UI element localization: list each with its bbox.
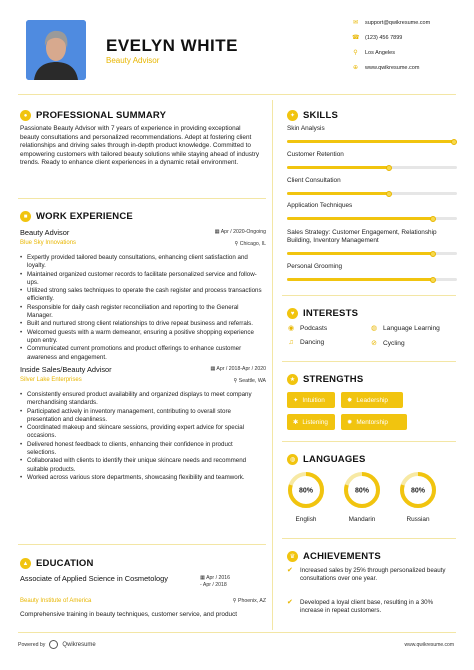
job-title: Inside Sales/Beauty Advisor bbox=[20, 365, 112, 374]
briefcase-icon: ■ bbox=[20, 211, 31, 222]
job-location: ⚲ Seattle, WA bbox=[233, 378, 266, 384]
star-icon: ★ bbox=[287, 374, 298, 385]
language-gauge bbox=[399, 471, 437, 509]
language-label: Russian bbox=[406, 516, 430, 523]
strength-label: Leadership bbox=[356, 396, 388, 404]
intuition-icon: ✦ bbox=[293, 397, 299, 404]
lightbulb-icon: ✦ bbox=[287, 110, 298, 121]
trophy-icon: ♛ bbox=[287, 551, 298, 562]
heart-icon: ♥ bbox=[287, 308, 298, 319]
language-gauge bbox=[343, 471, 381, 509]
language-label: English bbox=[295, 516, 317, 523]
qwikresume-logo-icon bbox=[49, 640, 58, 649]
brand-name: Qwikresume bbox=[62, 641, 96, 648]
skill-bar-knob bbox=[386, 191, 392, 197]
languages-heading bbox=[287, 454, 366, 465]
header-divider bbox=[18, 94, 456, 95]
contact-website[interactable] bbox=[352, 64, 419, 71]
skills-heading bbox=[287, 110, 338, 121]
skill-bar-knob bbox=[451, 139, 457, 145]
contact-location bbox=[352, 49, 395, 56]
skill-bar-knob bbox=[430, 251, 436, 257]
checkmark-icon: ✔ bbox=[287, 599, 293, 606]
strength-label: Listening bbox=[302, 418, 328, 426]
achievement-item bbox=[287, 567, 457, 583]
list-item: • Coordinated makeup and skincare sessions, providing expert advice for special occasions. bbox=[20, 424, 262, 441]
list-item: • Delivered honest feedback to clients, enhancing their confidence in product selections. bbox=[20, 441, 262, 458]
list-item: • Utilized strong sales techniques to operate the cash register and process transactions efficiently. bbox=[20, 287, 262, 304]
company-name: Blue Sky Innovations bbox=[20, 240, 77, 246]
strength-label: Mentorship bbox=[356, 418, 388, 426]
job-bullets bbox=[20, 391, 262, 482]
job-title: Beauty Advisor bbox=[20, 228, 70, 237]
location-icon: ⚲ bbox=[234, 241, 240, 247]
job-bullets bbox=[20, 254, 262, 362]
skill-label: Application Techniques bbox=[287, 202, 353, 209]
language-icon: ◍ bbox=[287, 454, 298, 465]
skill-bar bbox=[287, 217, 457, 220]
skill-bar-fill bbox=[287, 278, 433, 281]
summary-heading bbox=[20, 110, 166, 121]
location-icon: ⚲ bbox=[233, 378, 239, 384]
divider bbox=[18, 544, 266, 545]
language-percent: 80% bbox=[354, 487, 370, 495]
skill-label: Skin Analysis bbox=[287, 125, 325, 132]
interest-label: Cycling bbox=[383, 339, 405, 347]
contact-phone[interactable] bbox=[352, 34, 402, 41]
skill-bar-fill bbox=[287, 166, 389, 169]
section-title: WORK EXPERIENCE bbox=[36, 211, 133, 222]
profile-photo bbox=[26, 20, 86, 80]
summary-text: Passionate Beauty Advisor with 7 years of experience in providing exceptional beauty consultations and personalized recommendations. Adept at fostering client relationships and driving sales through in-depth product knowledge. Committed to empowering customers with tailored beauty solutions while staying ahead of industry trends. Ready to enhance client experiences in a dynamic retail environment. bbox=[20, 125, 260, 167]
contact-email[interactable] bbox=[352, 19, 430, 26]
list-item: • Participated actively in inventory management, contributing to overall store presentation and cleanliness. bbox=[20, 408, 262, 425]
job-dates: ▦ Apr / 2018-Apr / 2020 bbox=[210, 366, 266, 372]
section-title: ACHIEVEMENTS bbox=[303, 551, 381, 562]
skill-bar-fill bbox=[287, 217, 433, 220]
skill-bar-knob bbox=[430, 277, 436, 283]
graduation-cap-icon: ▲ bbox=[20, 558, 31, 569]
web-icon: ⊕ bbox=[352, 65, 359, 71]
skill-label: Customer Retention bbox=[287, 151, 344, 158]
school-name: Beauty Institute of America bbox=[20, 598, 92, 604]
list-item: • Collaborated with clients to identify their unique skincare needs and recommend suitable products. bbox=[20, 457, 262, 474]
powered-by[interactable] bbox=[18, 640, 96, 649]
footer-url[interactable]: www.qwikresume.com bbox=[404, 642, 454, 648]
listening-icon: ✱ bbox=[293, 419, 299, 426]
section-title: EDUCATION bbox=[36, 558, 94, 569]
contact-text: Los Angeles bbox=[365, 49, 395, 56]
strength-label: Intuition bbox=[302, 396, 325, 404]
calendar-icon: ▦ bbox=[214, 229, 221, 235]
list-item: • Built and nurtured strong client relationships to drive repeat business and referrals. bbox=[20, 320, 262, 328]
skill-label: Client Consultation bbox=[287, 177, 341, 184]
list-item: • Welcomed guests with a warm demeanor, ensuring a positive shopping experience upon entry. bbox=[20, 329, 262, 346]
list-item: • Worked across various store departments, showcasing flexibility and teamwork. bbox=[20, 474, 262, 482]
interests-heading bbox=[287, 308, 358, 319]
email-icon: ✉ bbox=[352, 20, 359, 26]
globe-icon: ◍ bbox=[370, 325, 378, 332]
strength-tag bbox=[341, 392, 403, 408]
language-percent: 80% bbox=[298, 487, 314, 495]
job-dates: ▦ Apr / 2020-Ongoing bbox=[214, 229, 266, 235]
achievements-heading bbox=[287, 551, 381, 562]
candidate-name: EVELYN WHITE bbox=[106, 36, 238, 55]
checkmark-icon: ✔ bbox=[287, 567, 293, 574]
interest-label: Podcasts bbox=[300, 324, 328, 332]
skill-bar-knob bbox=[430, 216, 436, 222]
contact-text: www.qwikresume.com bbox=[365, 64, 420, 71]
achievement-text: Increased sales by 25% through personalized beauty consultations over one year. bbox=[300, 567, 446, 582]
mentorship-icon: ✹ bbox=[347, 419, 353, 426]
interest-item bbox=[370, 324, 440, 332]
divider bbox=[282, 295, 456, 296]
footer-divider bbox=[18, 632, 456, 633]
language-gauge bbox=[287, 471, 325, 509]
divider bbox=[18, 198, 266, 199]
list-item: • Communicated current promotions and product offerings to enhance customer awareness and engagement. bbox=[20, 345, 262, 362]
podcast-icon: ◉ bbox=[287, 325, 295, 332]
strength-tag bbox=[287, 414, 335, 430]
achievement-item bbox=[287, 599, 457, 615]
list-item: • Responsible for daily cash register reconciliation and reporting to the General Manager. bbox=[20, 304, 262, 321]
education-dates: ▦ Apr / 2016 - Apr / 2018 bbox=[200, 575, 230, 588]
strengths-heading bbox=[287, 374, 363, 385]
interest-item bbox=[287, 324, 327, 332]
skill-bar bbox=[287, 252, 457, 255]
calendar-icon: ▦ bbox=[210, 366, 217, 372]
interest-item bbox=[370, 339, 405, 347]
education-heading bbox=[20, 558, 94, 569]
section-title: SKILLS bbox=[303, 110, 338, 121]
divider bbox=[282, 538, 456, 539]
skill-bar-fill bbox=[287, 140, 454, 143]
section-title: PROFESSIONAL SUMMARY bbox=[36, 110, 167, 121]
skill-bar-fill bbox=[287, 192, 389, 195]
skill-label: Personal Grooming bbox=[287, 263, 343, 270]
location-icon: ⚲ bbox=[353, 50, 358, 56]
interest-label: Language Learning bbox=[383, 324, 440, 332]
summary-icon: ● bbox=[20, 110, 31, 121]
company-name: Silver Lake Enterprises bbox=[20, 377, 82, 383]
leadership-icon: ✸ bbox=[347, 397, 353, 404]
job-location: ⚲ Chicago, IL bbox=[234, 241, 266, 247]
column-divider bbox=[272, 100, 273, 630]
skill-bar bbox=[287, 166, 457, 169]
education-text: Comprehensive training in beauty techniques, customer service, and product bbox=[20, 611, 238, 618]
list-item: • Maintained organized customer records to facilitate personalized service and follow-ups. bbox=[20, 271, 262, 288]
skill-bar-knob bbox=[386, 165, 392, 171]
phone-icon: ☎ bbox=[352, 35, 360, 41]
list-item: • Consistently ensured product availability and organized displays to meet company merchandising standards. bbox=[20, 391, 262, 408]
list-item: • Expertly provided tailored beauty consultations, enhancing client satisfaction and loyalty. bbox=[20, 254, 262, 271]
section-title: STRENGTHS bbox=[303, 374, 364, 385]
experience-heading bbox=[20, 211, 133, 222]
strength-tag bbox=[341, 414, 407, 430]
interest-item bbox=[287, 339, 324, 346]
skill-bar bbox=[287, 140, 457, 143]
skill-label: Sales Strategy: Customer Engagement, Relationship Building, Inventory Management bbox=[287, 229, 437, 244]
interest-label: Dancing bbox=[300, 339, 325, 346]
powered-by-text: Powered by bbox=[18, 641, 46, 648]
divider bbox=[282, 441, 456, 442]
calendar-icon: ▦ bbox=[200, 575, 207, 581]
candidate-role: Beauty Advisor bbox=[106, 56, 160, 65]
strength-tag bbox=[287, 392, 335, 408]
skill-bar bbox=[287, 278, 457, 281]
location-icon: ⚲ bbox=[232, 598, 239, 604]
bicycle-icon: ⊘ bbox=[371, 340, 377, 347]
section-title: LANGUAGES bbox=[303, 454, 366, 465]
language-label: Mandarin bbox=[348, 516, 376, 523]
education-location: ⚲ Phoenix, AZ bbox=[232, 598, 266, 604]
language-percent: 80% bbox=[410, 487, 426, 495]
skill-bar bbox=[287, 192, 457, 195]
divider bbox=[282, 361, 456, 362]
dance-icon: ♫ bbox=[288, 339, 294, 346]
skill-bar-fill bbox=[287, 252, 433, 255]
achievement-text: Developed a loyal client base, resulting in a 30% increase in repeat customers. bbox=[300, 599, 434, 614]
contact-text: (123) 456 7899 bbox=[365, 34, 403, 41]
section-title: INTERESTS bbox=[303, 308, 359, 319]
degree-title: Associate of Applied Science in Cosmetology bbox=[20, 574, 168, 583]
contact-text: support@qwikresume.com bbox=[365, 19, 431, 26]
